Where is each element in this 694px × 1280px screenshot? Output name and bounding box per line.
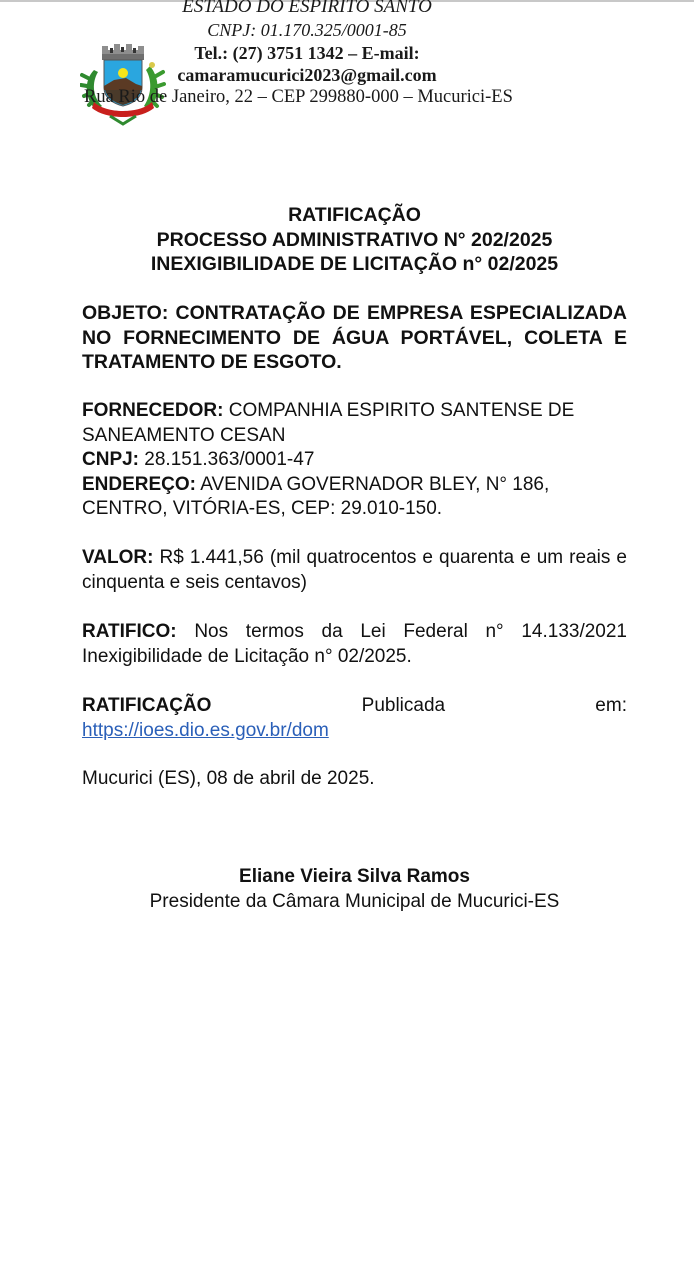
title-line-1: RATIFICAÇÃO (288, 204, 421, 226)
letterhead-address: Rua Rio de Janeiro, 22 – CEP 299880-000 – Mucurici-ES (84, 87, 513, 107)
place-and-date: Mucurici (ES), 08 de abril de 2025. (82, 768, 375, 789)
letterhead (0, 0, 694, 125)
value-paragraph (82, 546, 627, 595)
objeto-paragraph: OBJETO: CONTRATAÇÃO DE EMPRESA ESPECIALIZADA NO FORNECIMENTO DE ÁGUA PORTÁVEL, COLETA E TRATAMENTO DE ESGOTO. (82, 302, 627, 373)
supplier-value: COMPANHIA ESPIRITO SANTENSE DE SANEAMENTO CESAN (82, 400, 575, 446)
value-label: VALOR: (82, 547, 154, 568)
address-label: ENDEREÇO: (82, 473, 197, 495)
address-line (82, 473, 627, 522)
cnpj-line (82, 448, 627, 473)
signatory-role: Presidente da Câmara Municipal de Mucurici-ES (149, 890, 560, 912)
ratifico-paragraph (82, 620, 627, 669)
letterhead-phone: Tel.: (27) 3751 1342 – E-mail: (194, 43, 420, 63)
supplier-label: FORNECEDOR: (82, 400, 224, 421)
publication-label: RATIFICAÇÃO (82, 695, 212, 716)
title-line-2: PROCESSO ADMINISTRATIVO N° 202/2025 (156, 228, 553, 251)
supplier-line (82, 399, 627, 448)
publication-paragraph (82, 694, 627, 743)
signature-block (82, 865, 627, 914)
letterhead-state: ESTADO DO ESPIRITO SANTO (182, 0, 432, 17)
document-title (82, 203, 627, 277)
publication-line (82, 694, 627, 719)
publication-link[interactable]: https://ioes.dio.es.gov.br/dom (82, 719, 329, 741)
signatory-name: Eliane Vieira Silva Ramos (239, 866, 470, 887)
publication-word-on: em: (595, 695, 627, 716)
publication-word-published: Publicada (361, 695, 446, 716)
cnpj-value: 28.151.363/0001-47 (139, 449, 315, 470)
ratifico-text: Nos termos da Lei Federal n° 14.133/2021 Inexigibilidade de Licitação n° 02/2025. (82, 621, 627, 667)
address-value: AVENIDA GOVERNADOR BLEY, N° 186, CENTRO, VITÓRIA-ES, CEP: 29.010-150. (82, 473, 550, 519)
value-text: R$ 1.441,56 (mil quatrocentos e quarenta e um reais e cinquenta e seis centavos) (82, 547, 627, 593)
letterhead-cnpj: CNPJ: 01.170.325/0001-85 (207, 20, 407, 40)
supplier-block (82, 399, 627, 522)
letterhead-email: camaramucurici2023@gmail.com (177, 65, 437, 85)
ratifico-label: RATIFICO: (82, 621, 177, 642)
cnpj-label: CNPJ: (82, 449, 140, 470)
title-line-3: INEXIGIBILIDADE DE LICITAÇÃO n° 02/2025 (150, 253, 559, 275)
